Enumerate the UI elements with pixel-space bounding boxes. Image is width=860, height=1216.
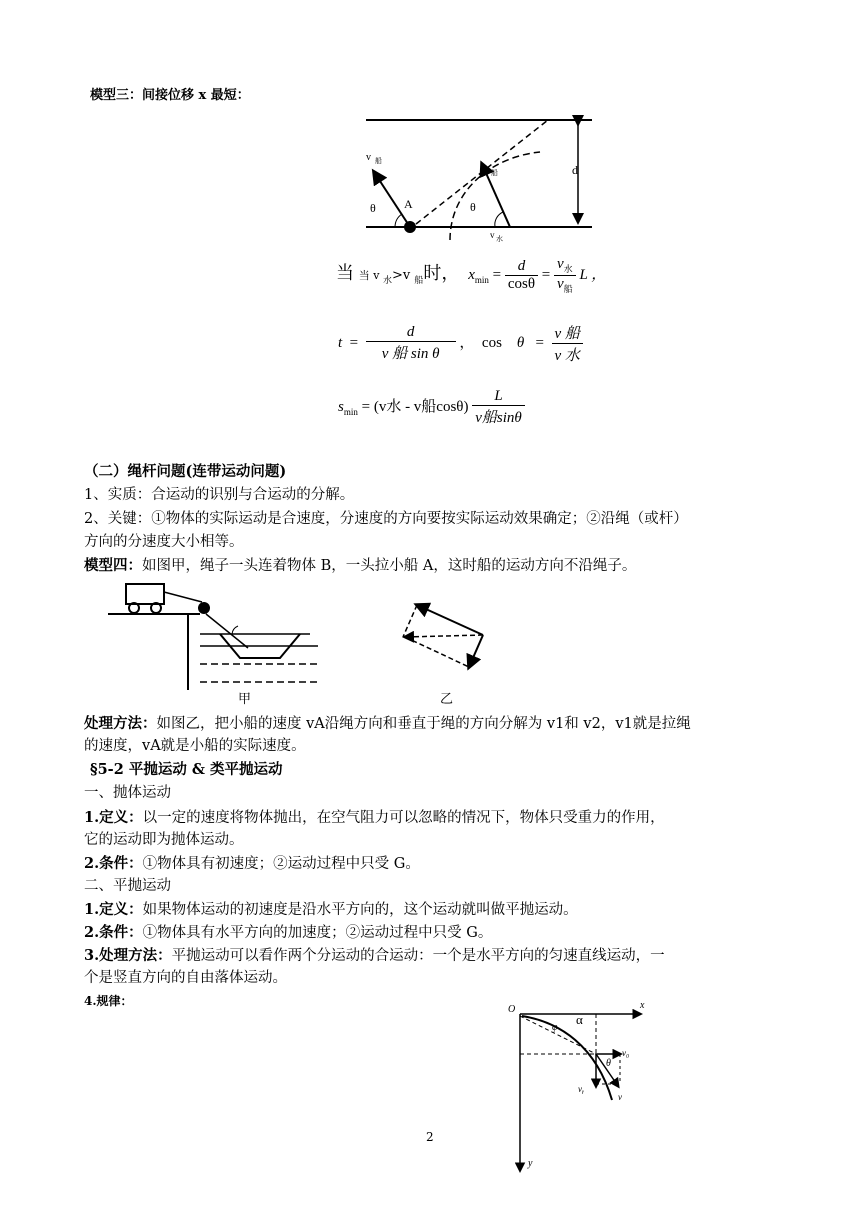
def1-line-2: 它的运动即为抛体运动。: [84, 832, 244, 848]
section2-p2b: 方向的分速度大小相等。: [84, 534, 244, 550]
equation-3: $s_{min} = (v$水 - v船cosθ) $\frac{L}{\text{v船sinθ}}$: [338, 388, 525, 427]
method-line-2: 的速度，vA就是小船的实际速度。: [84, 738, 306, 754]
model3-title: 模型三：间接位移 x 最短：: [90, 88, 250, 103]
method-line-1: 处理方法：如图乙，把小船的速度 vA沿绳方向和垂直于绳的方向分解为 v1和 v2，v1就是拉绳: [84, 715, 691, 732]
fig-d: d: [572, 163, 578, 177]
section2-p2a: 2、关键：①物体的实际运动是合速度，分速度的方向要按实际运动效果确定；②沿绳（或杆）: [84, 511, 688, 527]
svg-text:x: x: [640, 1000, 645, 1011]
equation-1: 当 当 v $_水$>v $_船$时， $x_{min}$ = $\frac{d}{\cos\theta}$ = $\frac{v_水}{v_船}$ L ，: [336, 256, 607, 294]
projectile-figure: [500, 996, 660, 1174]
heading-2: 二、平抛运动: [84, 878, 171, 894]
svg-text:船: 船: [375, 157, 382, 165]
cond1: 2.条件：①物体具有初速度；②运动过程中只受 G。: [84, 855, 420, 872]
svg-text:A: A: [404, 197, 413, 211]
page-number: 2: [426, 1130, 434, 1144]
svg-text:v: v: [490, 230, 495, 240]
cond2: 2.条件：①物体具有水平方向的加速度；②运动过程中只受 G。: [84, 924, 493, 941]
svg-text:水: 水: [496, 235, 503, 243]
svg-text:θ: θ: [470, 200, 476, 214]
model4-line: 模型四：如图甲，绳子一头连着物体 B，一头拉小船 A，这时船的运动方向不沿绳子。: [84, 557, 637, 574]
svg-text:v₀: v₀: [622, 1048, 630, 1058]
section2-title: （二）绳杆问题(连带运动问题): [84, 463, 287, 480]
method2-line-1: 3.处理方法：平抛运动可以看作两个分运动的合运动：一个是水平方向的匀速直线运动，一: [84, 947, 665, 964]
fig-jia-label: 甲: [238, 692, 252, 707]
law-label: 4.规律：: [84, 994, 133, 1008]
svg-text:vᵧ: vᵧ: [578, 1084, 585, 1094]
svg-text:v: v: [485, 164, 490, 174]
svg-text:α: α: [576, 1012, 583, 1027]
svg-text:船: 船: [491, 169, 498, 177]
svg-text:v: v: [366, 152, 371, 163]
section52-title: §5-2 平抛运动 & 类平抛运动: [90, 761, 283, 778]
def2: 1.定义：如果物体运动的初速度是沿水平方向的，这个运动就叫做平抛运动。: [84, 901, 578, 918]
section2-p1: 1、实质：合运动的识别与合运动的分解。: [84, 487, 355, 503]
equation-2: t = $\frac{d}{\text{v 船 sin θ}}$ ， cos θ = $\frac{\text{v 船}}{\text{v 水}}$: [338, 322, 583, 365]
svg-text:O: O: [508, 1004, 516, 1015]
svg-text:θ: θ: [606, 1058, 611, 1069]
figure-jia: [100, 578, 330, 698]
model3-figure: [360, 112, 600, 247]
svg-text:θ: θ: [370, 201, 376, 215]
svg-text:v: v: [618, 1092, 622, 1102]
fig-yi-label: 乙: [440, 692, 454, 707]
def1-line-1: 1.定义：以一定的速度将物体抛出，在空气阻力可以忽略的情况下，物体只受重力的作用，: [84, 809, 665, 826]
method2-line-2: 个是竖直方向的自由落体运动。: [84, 970, 287, 986]
heading-1: 一、抛体运动: [84, 785, 171, 801]
figure-yi: [395, 595, 495, 675]
svg-text:y: y: [528, 1158, 533, 1169]
svg-text:φ: φ: [552, 1022, 558, 1033]
